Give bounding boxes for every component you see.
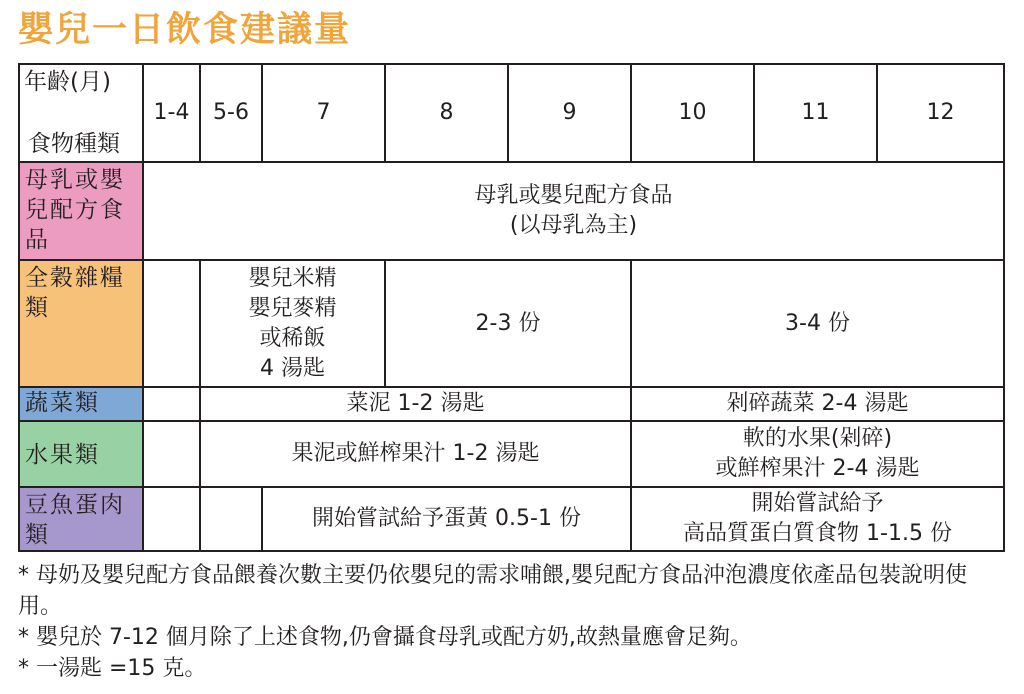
category-veg: 蔬菜類: [19, 387, 143, 421]
protein-late-line1: 開始嘗試給予: [751, 491, 884, 516]
grain-cell-mid: 2-3 份: [385, 260, 631, 387]
fruit-cell-early: 果泥或鮮榨果汁 1-2 湯匙: [200, 421, 631, 487]
month-header-9: 9: [508, 64, 631, 162]
month-header-12: 12: [877, 64, 1004, 162]
month-header-1-4: 1-4: [143, 64, 200, 162]
fruit-cell-late: [631, 421, 1004, 487]
footnotes: [18, 560, 1008, 684]
veg-cell-early: 菜泥 1-2 湯匙: [200, 387, 631, 421]
protein-cell-5-6: [200, 487, 262, 551]
category-grain: 全穀雜糧類: [19, 260, 143, 387]
header-row: [19, 64, 1004, 162]
milk-row: [19, 162, 1004, 260]
protein-cell-late: [631, 487, 1004, 551]
veg-cell-late: 剁碎蔬菜 2-4 湯匙: [631, 387, 1004, 421]
category-milk: 母乳或嬰兒配方食品: [19, 162, 143, 260]
grain-cell-early: [200, 260, 385, 387]
page-title: 嬰兒一日飲食建議量: [18, 10, 352, 50]
protein-row: [19, 487, 1004, 551]
month-header-8: 8: [385, 64, 508, 162]
protein-cell-1-4: [143, 487, 200, 551]
fruit-row: [19, 421, 1004, 487]
month-header-10: 10: [631, 64, 754, 162]
fruit-cell-1-4: [143, 421, 200, 487]
veg-cell-1-4: [143, 387, 200, 421]
month-header-11: 11: [754, 64, 877, 162]
fruit-late-line1: 軟的水果(剁碎): [742, 426, 893, 451]
footnote-3: * 一湯匙 =15 克。: [18, 656, 207, 681]
milk-cell-line1: 母乳或嬰兒配方食品: [474, 183, 673, 208]
milk-cell: [143, 162, 1004, 260]
grain-row: [19, 260, 1004, 387]
diet-table: [18, 63, 1005, 552]
grain-early-line1: 嬰兒米精: [248, 265, 337, 291]
category-fruit-label: 水果類: [25, 442, 100, 468]
grain-early-line2: 嬰兒麥精: [248, 295, 337, 321]
milk-cell-line2: (以母乳為主): [509, 213, 638, 238]
footnote-2: * 嬰兒於 7-12 個月除了上述食物,仍會攝食母乳或配方奶,故熱量應會足夠。: [18, 625, 752, 650]
age-header-label: 年齡(月): [24, 69, 111, 95]
grain-cell-late: 3-4 份: [631, 260, 1004, 387]
protein-late-line2: 高品質蛋白質食物 1-1.5 份: [683, 521, 952, 546]
header-corner-cell: [19, 64, 143, 162]
category-protein: 豆魚蛋肉類: [19, 487, 143, 551]
category-fruit: [19, 421, 143, 487]
month-header-7: 7: [262, 64, 385, 162]
month-header-5-6: 5-6: [200, 64, 262, 162]
grain-early-line3: 或稀飯: [259, 325, 326, 351]
veg-row: [19, 387, 1004, 421]
grain-cell-1-4: [143, 260, 200, 387]
fruit-late-line2: 或鮮榨果汁 2-4 湯匙: [715, 456, 920, 481]
grain-early-line4: 4 湯匙: [260, 355, 325, 381]
footnote-1: * 母奶及嬰兒配方食品餵養次數主要仍依嬰兒的需求哺餵,嬰兒配方食品沖泡濃度依產品包裝說明使用。: [18, 563, 967, 619]
protein-cell-early: 開始嘗試給予蛋黃 0.5-1 份: [262, 487, 631, 551]
food-header-label: 食物種類: [28, 131, 120, 157]
